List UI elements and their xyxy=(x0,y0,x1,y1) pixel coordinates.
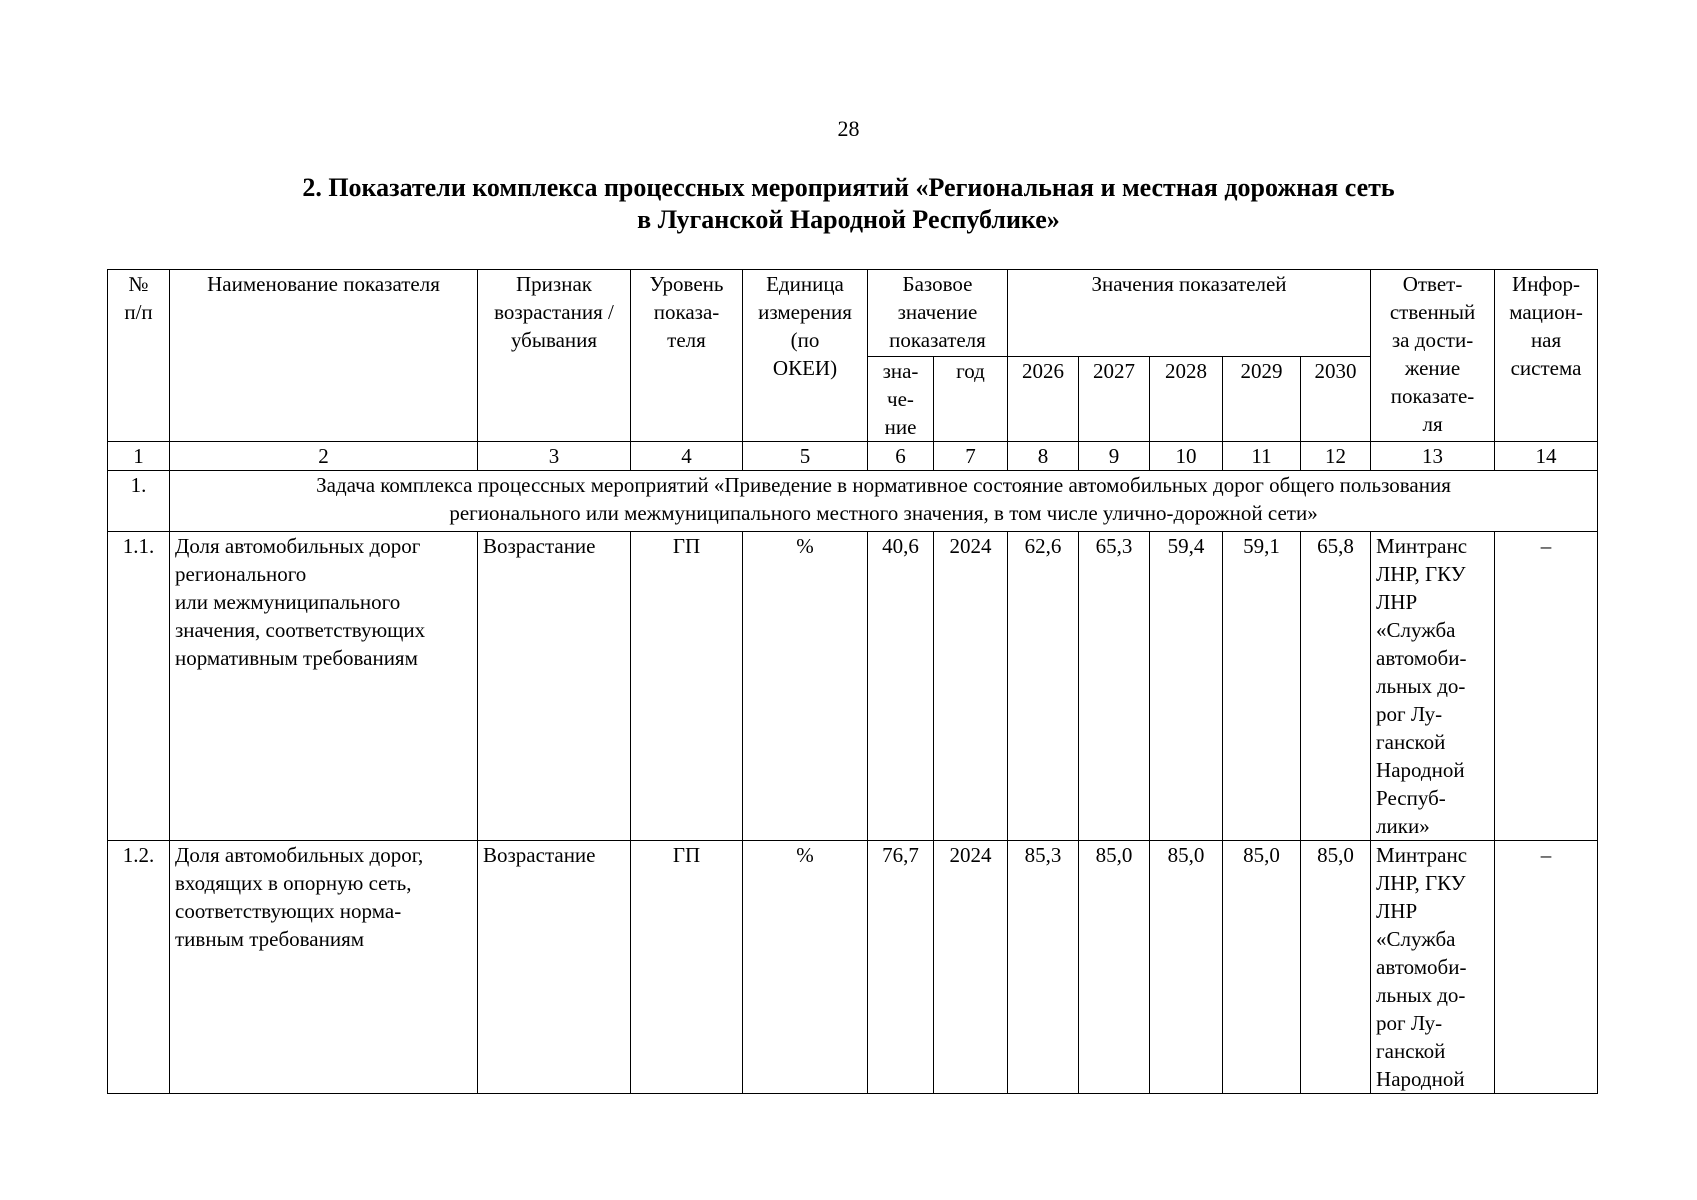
text-line: Минтранс xyxy=(1376,843,1468,867)
value-2029: 59,1 xyxy=(1223,532,1301,841)
header-base-value xyxy=(868,357,934,442)
column-number: 2 xyxy=(170,442,478,471)
text-line: возрастания / xyxy=(494,300,614,324)
text-line: жение xyxy=(1404,356,1461,380)
header-year-2027: 2027 xyxy=(1079,357,1150,442)
text-line: значения, соответствующих xyxy=(175,618,426,642)
indicator-name xyxy=(170,841,478,1094)
indicator-sign: Возрастание xyxy=(478,841,631,1094)
text-line: зна- xyxy=(882,359,919,383)
text-line: ганской xyxy=(1376,730,1446,754)
header-values-group xyxy=(1008,270,1371,357)
text-line: льных до- xyxy=(1376,674,1466,698)
indicator-level: ГП xyxy=(631,841,743,1094)
column-number: 4 xyxy=(631,442,743,471)
indicator-sign: Возрастание xyxy=(478,532,631,841)
text-line: лики» xyxy=(1376,814,1430,838)
column-number: 13 xyxy=(1371,442,1495,471)
text-line: ОКЕИ) xyxy=(772,356,838,380)
text-line: (по xyxy=(790,328,820,352)
header-info-system xyxy=(1495,270,1598,442)
text-line: убывания xyxy=(510,328,598,352)
text-line: Ответ- xyxy=(1402,272,1463,296)
info-system: – xyxy=(1495,841,1598,1094)
text-line: Доля автомобильных дорог, xyxy=(175,843,424,867)
text-line: «Служба xyxy=(1376,927,1456,951)
text-line: Респуб- xyxy=(1376,786,1446,810)
column-number: 7 xyxy=(934,442,1008,471)
base-value: 40,6 xyxy=(868,532,934,841)
header-base-year xyxy=(934,357,1008,442)
text-line: мацион- xyxy=(1509,300,1583,324)
indicators-table xyxy=(107,269,1598,1094)
value-2029: 85,0 xyxy=(1223,841,1301,1094)
text-line: измерения xyxy=(758,300,852,324)
text-line: Минтранс xyxy=(1376,534,1468,558)
column-number: 14 xyxy=(1495,442,1598,471)
value-2026: 62,6 xyxy=(1008,532,1079,841)
column-number: 12 xyxy=(1301,442,1371,471)
base-year: 2024 xyxy=(934,841,1008,1094)
column-numbers-row xyxy=(108,442,1598,471)
text-line: нормативным требованиям xyxy=(175,646,418,670)
text-line: Единица xyxy=(766,272,844,296)
text-line: за дости- xyxy=(1391,328,1474,352)
text-line: или межмуниципального xyxy=(175,590,401,614)
text-line: рог Лу- xyxy=(1376,1011,1443,1035)
info-system: – xyxy=(1495,532,1598,841)
page-number: 28 xyxy=(837,116,860,141)
value-2028: 85,0 xyxy=(1150,841,1223,1094)
text-line: ние xyxy=(884,415,917,439)
text-line: ЛНР xyxy=(1376,899,1418,923)
text-line: Доля автомобильных дорог xyxy=(175,534,421,558)
text-line: Базовое xyxy=(902,272,973,296)
text-line: ганской xyxy=(1376,1039,1446,1063)
task-num: 1. xyxy=(108,471,170,532)
text-line: система xyxy=(1510,356,1582,380)
text-line: «Служба xyxy=(1376,618,1456,642)
header-year-2030: 2030 xyxy=(1301,357,1371,442)
text-line: че- xyxy=(887,387,914,411)
text-line: Задача комплекса процессных мероприятий «Приведение в нормативное состояние автомобильных дорог общего пользования xyxy=(316,473,1451,497)
column-number: 6 xyxy=(868,442,934,471)
text-line: показателя xyxy=(889,328,986,352)
value-2030: 85,0 xyxy=(1301,841,1371,1094)
text-line: рог Лу- xyxy=(1376,702,1443,726)
base-year: 2024 xyxy=(934,532,1008,841)
text-line: ная xyxy=(1530,328,1562,352)
text-line: значение xyxy=(897,300,978,324)
column-number: 9 xyxy=(1079,442,1150,471)
text-line: тивным требованиям xyxy=(175,927,365,951)
column-number: 1 xyxy=(108,442,170,471)
header-year-2029: 2029 xyxy=(1223,357,1301,442)
base-value: 76,7 xyxy=(868,841,934,1094)
column-number: 8 xyxy=(1008,442,1079,471)
text-line: ственный xyxy=(1389,300,1476,324)
responsible xyxy=(1371,841,1495,1094)
header-unit xyxy=(743,270,868,442)
header-num xyxy=(108,270,170,442)
task-row xyxy=(108,471,1598,532)
text-line: показате- xyxy=(1390,384,1475,408)
title-line-2: в Луганской Народной Республике» xyxy=(637,205,1060,234)
text-line: Народной xyxy=(1376,1067,1465,1091)
value-2030: 65,8 xyxy=(1301,532,1371,841)
column-number: 5 xyxy=(743,442,868,471)
column-number: 10 xyxy=(1150,442,1223,471)
text-line: льных до- xyxy=(1376,983,1466,1007)
task-text xyxy=(170,471,1598,532)
text-line: Наименование показателя xyxy=(207,272,440,296)
document-title xyxy=(0,172,1697,236)
header-sign xyxy=(478,270,631,442)
text-line: соответствующих норма- xyxy=(175,899,402,923)
text-line: п/п xyxy=(124,300,153,324)
value-2027: 85,0 xyxy=(1079,841,1150,1094)
text-line: показа- xyxy=(653,300,720,324)
column-number: 11 xyxy=(1223,442,1301,471)
responsible xyxy=(1371,532,1495,841)
text-line: регионального xyxy=(175,562,307,586)
indicator-unit: % xyxy=(743,532,868,841)
header-row xyxy=(108,270,1598,357)
value-2026: 85,3 xyxy=(1008,841,1079,1094)
indicator-unit: % xyxy=(743,841,868,1094)
row-num: 1.1. xyxy=(108,532,170,841)
value-2027: 65,3 xyxy=(1079,532,1150,841)
table-row xyxy=(108,841,1598,1094)
text-line: Народной xyxy=(1376,758,1465,782)
header-responsible xyxy=(1371,270,1495,442)
title-line-1: 2. Показатели комплекса процессных мероприятий «Региональная и местная дорожная сеть xyxy=(302,173,1395,202)
text-line: автомоби- xyxy=(1376,646,1467,670)
header-name xyxy=(170,270,478,442)
header-level xyxy=(631,270,743,442)
text-line: год xyxy=(956,359,985,383)
row-num: 1.2. xyxy=(108,841,170,1094)
text-line: теля xyxy=(667,328,706,352)
text-line: ля xyxy=(1422,412,1443,436)
text-line: ЛНР, ГКУ xyxy=(1376,562,1466,586)
text-line: ЛНР, ГКУ xyxy=(1376,871,1466,895)
value-2028: 59,4 xyxy=(1150,532,1223,841)
text-line: Значения показателей xyxy=(1091,272,1287,296)
text-line: Инфор- xyxy=(1512,272,1581,296)
indicator-name xyxy=(170,532,478,841)
text-line: автомоби- xyxy=(1376,955,1467,979)
text-line: Уровень xyxy=(649,272,724,296)
text-line: входящих в опорную сеть, xyxy=(175,871,412,895)
column-number: 3 xyxy=(478,442,631,471)
text-line: ЛНР xyxy=(1376,590,1418,614)
header-base-group xyxy=(868,270,1008,357)
header-year-2026: 2026 xyxy=(1008,357,1079,442)
indicator-level: ГП xyxy=(631,532,743,841)
text-line: регионального или межмуниципального местного значения, в том числе улично-дорожной сети» xyxy=(449,501,1318,525)
header-year-2028: 2028 xyxy=(1150,357,1223,442)
text-line: Признак xyxy=(516,272,592,296)
table-row xyxy=(108,532,1598,841)
text-line: № xyxy=(128,272,149,296)
